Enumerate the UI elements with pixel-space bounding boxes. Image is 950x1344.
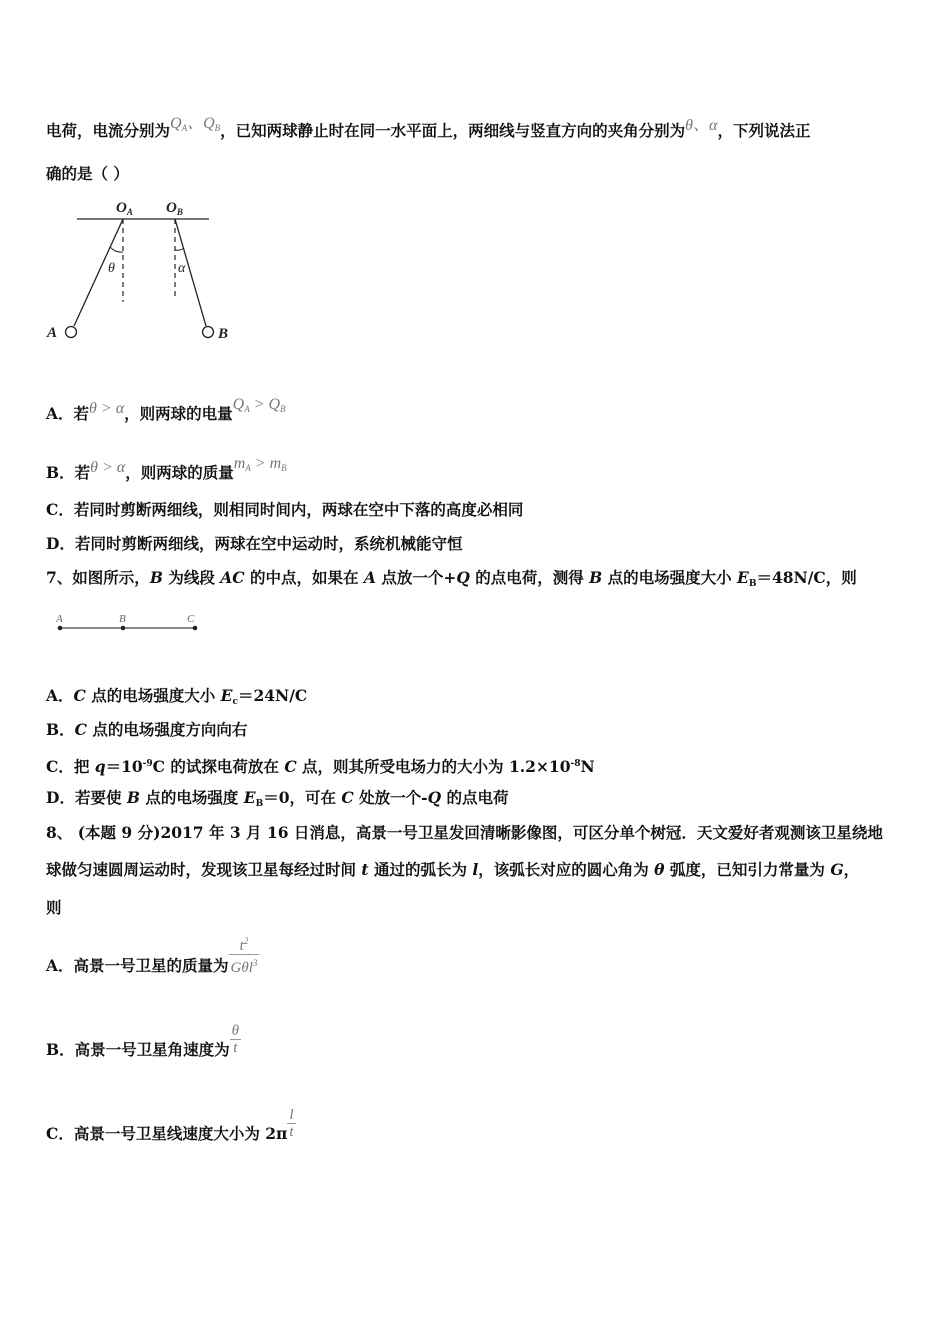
q7-option-d: D．若要使 B 点的电场强度 $E_B=0$，可在 C 处放一个-Q 的点电荷: [46, 788, 509, 809]
q8-stem-line3: 则: [46, 898, 62, 917]
svg-text:OA: $O_A$: [116, 200, 133, 217]
q6-pendulum-figure: [44, 192, 244, 352]
q8-option-b: B．高景一号卫星角速度为 $\frac{\theta}{t}$: [46, 1022, 239, 1059]
q6-option-a: A．若θ > α，则两球的电量$Q_A > Q_B$: [46, 396, 286, 423]
svg-text:OB: $O_B$: [166, 200, 183, 217]
q8-option-a-fraction: $\frac{t^2}{G\theta l^3}$: [229, 933, 260, 976]
q7-option-c: C．把 $q=10^{-9}C$ 的试探电荷放在 C 点，则其所受电场力的大小为 $1.2\times 10^{-8}N$: [46, 757, 595, 776]
q6-option-b: B．若θ > α，则两球的质量$m_A > m_B$: [46, 455, 287, 482]
q7-option-a: A．C 点的电场强度大小 $E_c=24N/C$: [46, 686, 308, 707]
q8-option-c: C．高景一号卫星线速度大小为 2π $\frac{l}{t}$: [46, 1106, 294, 1143]
svg-text:θ: θ: [108, 261, 115, 276]
q8-stem-line1: 8、 (本题 9 分)2017 年 3 月 16 日消息，高景一号卫星发回清晰影像图，可区分单个树冠．天文爱好者观测该卫星绕地: [46, 823, 883, 842]
svg-text:A: A: [56, 613, 63, 625]
q7-option-b: B．C 点的电场强度方向向右: [46, 720, 248, 739]
q6-stem-line2: 确的是（ ）: [46, 164, 129, 183]
q6-option-c: C．若同时剪断两细线，则相同时间内，两球在空中下落的高度必相同: [46, 500, 524, 519]
svg-text:α: α: [178, 261, 186, 276]
svg-text:C: C: [187, 613, 195, 625]
q6-stem-line1: 电荷，电流分别为$Q_A$、$Q_B$，已知两球静止时在同一水平面上，两细线与竖直方向的夹角分别为θ、α，下列说法正: [46, 115, 811, 140]
q6-option-d: D．若同时剪断两细线，两球在空中运动时，系统机械能守恒: [46, 534, 463, 553]
q8-option-c-fraction: $\frac{l}{t}$: [289, 1106, 294, 1140]
q8-stem-line2: 球做匀速圆周运动时，发现该卫星每经过时间 t 通过的弧长为 l，该弧长对应的圆心角为 θ 弧度，已知引力常量为 G，: [46, 860, 860, 879]
q8-option-b-fraction: $\frac{\theta}{t}$: [231, 1022, 239, 1056]
q7-line-segment-figure: [50, 608, 210, 638]
q7-stem: 7、如图所示，B 为线段 AC 的中点，如果在 A 点放一个+Q 的点电荷，测得 B 点的电场强度大小 $E_B=48N/C$，则: [46, 568, 857, 589]
svg-text:B: B: [218, 326, 229, 342]
svg-text:B: B: [119, 613, 126, 625]
svg-text:A: A: [47, 325, 58, 341]
q8-option-a: A．高景一号卫星的质量为 $\frac{t^2}{G\theta l^3}$: [46, 956, 259, 976]
